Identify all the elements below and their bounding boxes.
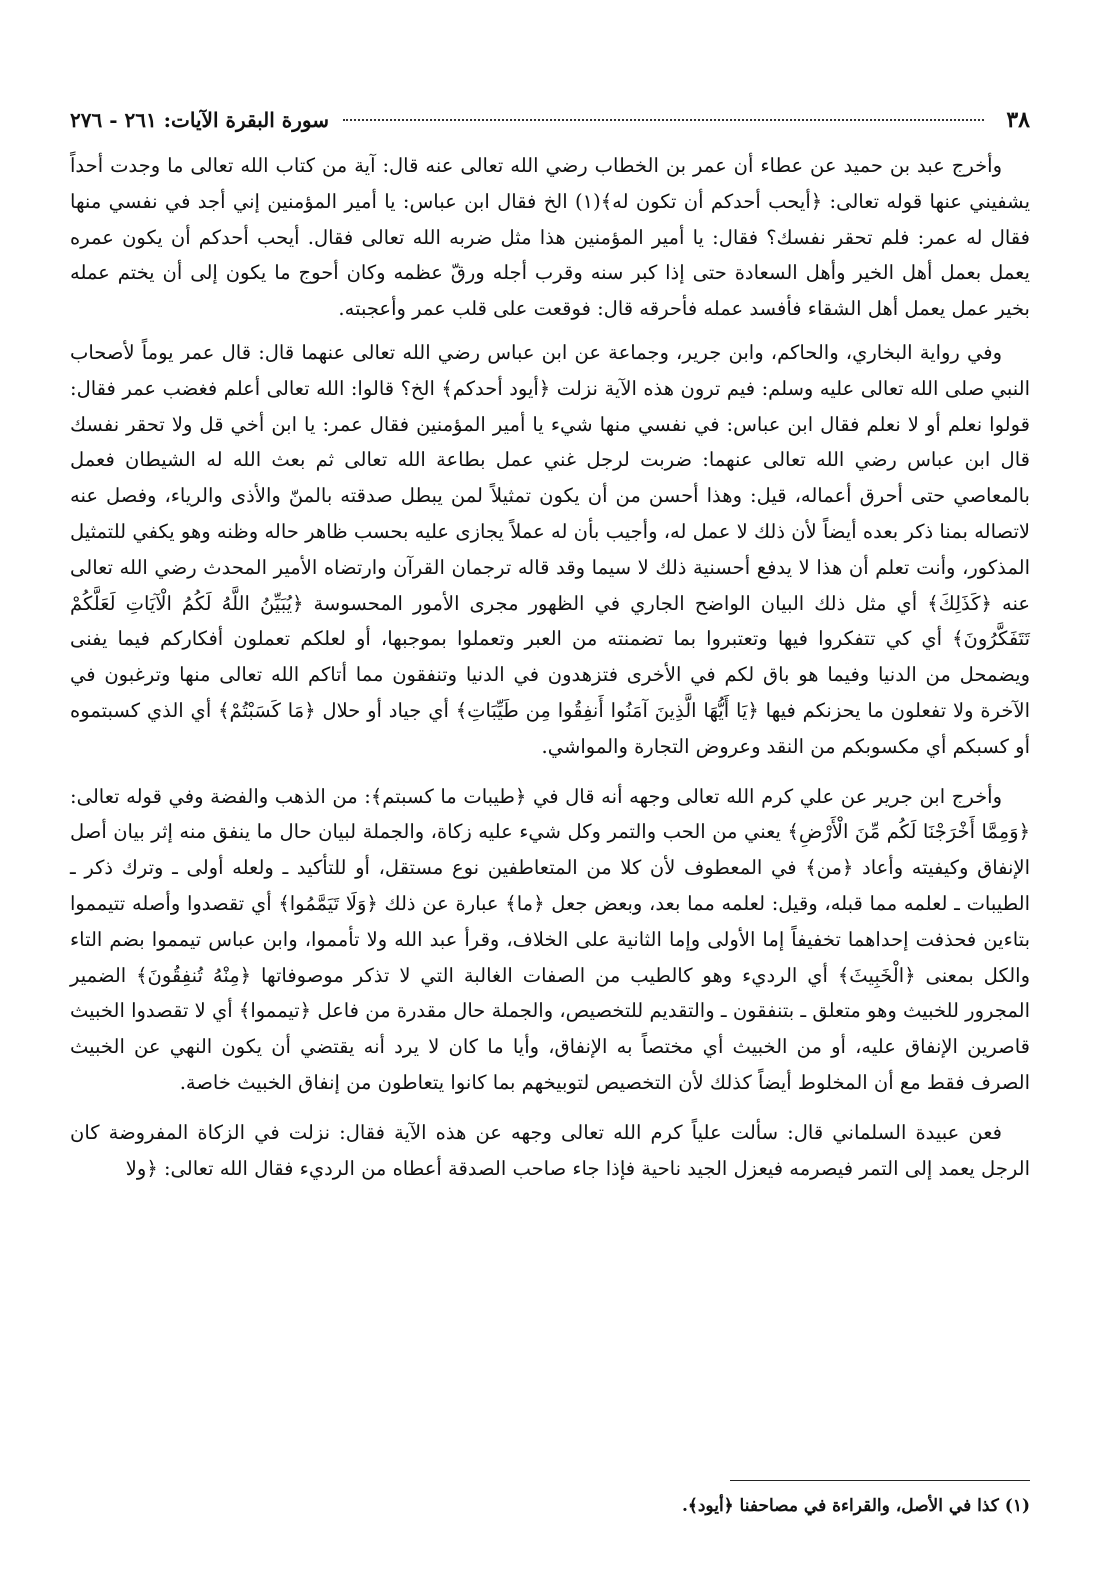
paragraph: وفي رواية البخاري، والحاكم، وابن جرير، وجماعة عن ابن عباس رضي الله تعالى عنهما قال: قال عمر يوماً لأصحاب النبي صلى الله تعالى عليه وسلم: فيم ترون هذه الآية نزلت ﴿أيود أحدكم﴾ الخ؟ قالوا: الله تعالى أعلم فغضب عمر فقال: قولوا نعلم أو لا نعلم فقال ابن عباس: في نفسي منها شيء يا أمير المؤمنين فقال عمر: يا ابن أخي قل ولا تحقر نفسك قال ابن عباس رضي الله تعالى عنهما: ضربت لرجل غني عمل بطاعة الله تعالى ثم بعث الله له الشيطان فعمل بالمعاصي حتى أحرق أعماله، قيل: وهذا أحسن من أن يكون تمثيلاً لمن يبطل صدقته بالمنّ والأذى والرياء، وفصل عنه لاتصاله بمنا ذكر بعده أيضاً لأن ذلك لا عمل له، وأجيب بأن له عملاً يجازى عليه بحسب ظاهر حاله وظنه وهو يكفي للتمثيل المذكور، وأنت تعلم أن هذا لا يدفع أحسنية ذلك لا سيما وقد قاله ترجمان القرآن وارتضاه الأمير المحدث رضي الله تعالى عنه ﴿كَذَلِكَ﴾ أي مثل ذلك البيان الواضح الجاري في الظهور مجرى الأمور المحسوسة ﴿يُبَيِّنُ اللَّهُ لَكُمُ الْآيَاتِ لَعَلَّكُمْ تَتَفَكَّرُونَ﴾ أي كي تتفكروا فيها وتعتبروا بما تضمنته من العبر وتعملوا بموجبها، أو لعلكم تعملون أفكاركم فيما يفنى ويضمحل من الدنيا وفيما هو باق لكم في الأخرى فتزهدون في الدنيا وتنفقون مما أتاكم الله تعالى منها وترغبون في الآخرة ولا تفعلون ما يحزنكم فيها ﴿يَا أَيُّهَا الَّذِينَ آمَنُوا أَنفِقُوا مِن طَيِّبَاتِ﴾ أي جياد أو حلال ﴿مَا كَسَبْتُمْ﴾ أي الذي كسبتموه أو كسبكم أي مكسوبكم من النقد وعروض التجارة والمواشي.: [70, 340, 1031, 758]
footnote-divider: [730, 1480, 1030, 1481]
leader-dots: [343, 119, 984, 121]
paragraph: وأخرج ابن جرير عن علي كرم الله تعالى وجهه أنه قال في ﴿طيبات ما كسبتم﴾: من الذهب والفضة وفي قوله تعالى: ﴿وَمِمَّا أَخْرَجْنَا لَكُم مِّنَ الْأَرْضِ﴾ يعني من الحب والتمر وكل شيء عليه زكاة، والجملة لبيان حال ما ينفق منه إثر بيان أصل الإنفاق وكيفيته وأعاد ﴿من﴾ في المعطوف لأن كلا من المتعاطفين نوع مستقل، أو للتأكيد ـ ولعله أولى ـ وترك ذكر ـ الطيبات ـ لعلمه مما قبله، وقيل: لعلمه مما بعد، وبعض جعل ﴿ما﴾ عبارة عن ذلك ﴿وَلَا تَيَمَّمُوا﴾ أي تقصدوا وأصله تتيمموا بتاءين فحذفت إحداهما تخفيفاً إما الأولى وإما الثانية على الخلاف، وقرأ عبد الله ولا تأمموا، وابن عباس تيمموا بضم التاء والكل بمعنى ﴿الْخَبِيثَ﴾ أي الرديء وهو كالطيب من الصفات الغالبة التي لا تذكر موصوفاتها ﴿مِنْهُ تُنفِقُونَ﴾ الضمير المجرور للخبيث وهو متعلق ـ بتنفقون ـ والتقديم للتخصيص، والجملة حال مقدرة من فاعل ﴿تيمموا﴾ أي لا تقصدوا الخبيث قاصرين الإنفاق عليه، أو من الخبيث أي مختصاً به الإنفاق، وأيا ما كان لا يرد أنه يقتضي أن يكون النهي عن الخبيث الصرف فقط مع أن المخلوط أيضاً كذلك لأن التخصيص لتوبيخهم بما كانوا يتعاطون من إنفاق الخبيث خاصة.: [70, 784, 1030, 1094]
paragraph: فعن عبيدة السلماني قال: سألت علياً كرم الله تعالى وجهه عن هذه الآية فقال: نزلت في الزكاة المفروضة كان الرجل يعمد إلى التمر فيصرمه فيعزل الجيد ناحية فإذا جاء صاحب الصدقة أعطاه من الرديء فقال الله تعالى: ﴿ولا: [70, 1120, 1030, 1180]
body-text: [70, 148, 1030, 1186]
running-head: [70, 98, 1030, 142]
page-number: ٣٨: [1006, 107, 1030, 133]
paragraph: وأخرج عبد بن حميد عن عطاء أن عمر بن الخطاب رضي الله تعالى عنه قال: آية من كتاب الله تعالى ما وجدت أحداً يشفيني عنها قوله تعالى: ﴿أيحب أحدكم أن تكون له﴾(١) الخ فقال ابن عباس: يا أمير المؤمنين إني أجد في نفسي منها فقال له عمر: فلم تحقر نفسك؟ فقال: يا أمير المؤمنين هذا مثل ضربه الله تعالى فقال. أيحب أحدكم أن يكون عمره يعمل بعمل أهل الخير وأهل السعادة حتى إذا كبر سنه وقرب أجله ورقّ عظمه وكان أحوج ما يكون إلى أن يختم عمله بخير عمل يعمل أهل الشقاء فأفسد عمله فأحرقه قال: فوقعت على قلب عمر وأعجبته.: [70, 154, 1030, 321]
footnote: (١) كذا في الأصل، والقراءة في مصاحفنا ﴿أيود﴾.: [681, 1496, 1030, 1516]
book-page: [70, 98, 1030, 1538]
running-title: سورة البقرة الآيات: ٢٦١ - ٢٧٦: [70, 108, 329, 132]
